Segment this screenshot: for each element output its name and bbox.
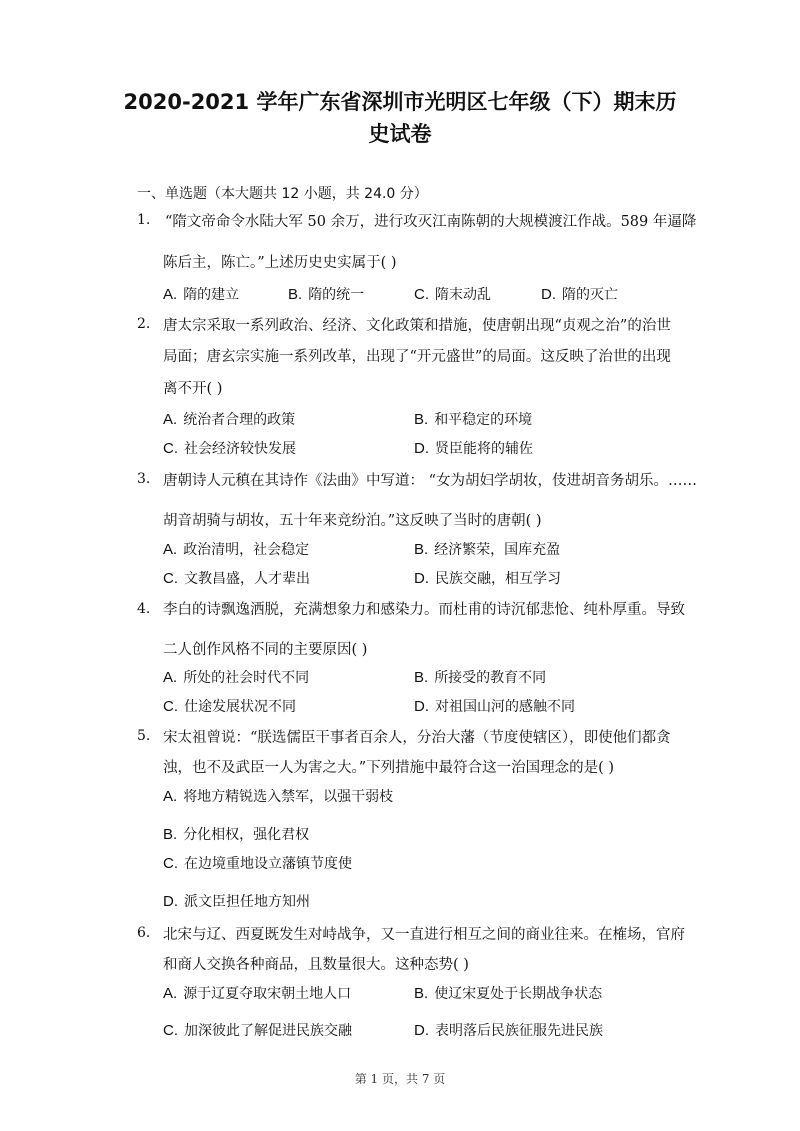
question-5-line-1: 宋太祖曾说：“朕选儒臣干事者百余人，分治大藩（节度使辖区），即使他们都贪 (163, 730, 671, 746)
question-3-line-2: 胡音胡骑与胡妆，五十年来竞纷泊。”这反映了当时的唐朝( ) (163, 513, 542, 529)
question-6-option-c[interactable]: C. 加深彼此了解促进民族交融 (163, 1022, 352, 1039)
question-1-option-c[interactable]: C. 隋末动乱 (414, 286, 491, 303)
question-2-option-a[interactable]: A. 统治者合理的政策 (163, 411, 296, 428)
question-4-option-b[interactable]: B. 所接受的教育不同 (414, 669, 547, 686)
question-3-option-c[interactable]: C. 文教昌盛，人才辈出 (163, 570, 310, 587)
question-4-number: 4. (137, 601, 151, 617)
question-3-option-a[interactable]: A. 政治清明，社会稳定 (163, 541, 310, 558)
document-title-line-1: 2020-2021 学年广东省深圳市光明区七年级（下）期末历 (123, 90, 677, 114)
page-footer: 第 1 页，共 7 页 (354, 1072, 446, 1086)
question-4-line-1: 李白的诗飘逸洒脱，充满想象力和感染力。而杜甫的诗沉郁悲怆、纯朴厚重。导致 (163, 602, 685, 618)
question-6-option-a[interactable]: A. 源于辽夏夺取宋朝土地人口 (163, 985, 352, 1002)
question-5-number: 5. (137, 728, 151, 744)
question-1-option-b[interactable]: B. 隋的统一 (288, 286, 365, 303)
question-1-number: 1. (137, 212, 151, 228)
question-5-option-a[interactable]: A. 将地方精锐选入禁军，以强干弱枝 (163, 788, 394, 805)
question-5-line-2: 浊，也不及武臣一人为害之大。”下列措施中最符合这一治国理念的是( ) (163, 760, 615, 776)
question-1-line-1: “隋文帝命令水陆大军 50 余万，进行攻灭江南陈朝的大规模渡江作战。589 年逼降 (165, 214, 697, 230)
question-2-option-c[interactable]: C. 社会经济较快发展 (163, 440, 296, 457)
question-6-option-b[interactable]: B. 使辽宋夏处于长期战争状态 (414, 985, 603, 1002)
question-2-line-3: 离不开( ) (163, 381, 223, 397)
question-4-line-2: 二人创作风格不同的主要原因( ) (163, 642, 368, 658)
question-1-option-a[interactable]: A. 隋的建立 (163, 286, 240, 303)
question-2-line-2: 局面；唐玄宗实施一系列改革，出现了“开元盛世”的局面。这反映了治世的出现 (163, 349, 671, 365)
question-1-line-2: 陈后主，陈亡。”上述历史史实属于( ) (163, 255, 397, 271)
question-6-line-2: 和商人交换各种商品，且数量很大。这种态势( ) (163, 957, 469, 973)
question-4-option-c[interactable]: C. 仕途发展状况不同 (163, 698, 296, 715)
question-3-line-1: 唐朝诗人元稹在其诗作《法曲》中写道： “女为胡妇学胡妆，伎进胡音务胡乐。…… (163, 473, 698, 489)
question-3-number: 3. (137, 471, 151, 487)
question-5-option-b[interactable]: B. 分化相权，强化君权 (163, 826, 310, 843)
question-3-option-b[interactable]: B. 经济繁荣，国库充盈 (414, 541, 561, 558)
question-2-number: 2. (137, 316, 151, 332)
section-heading: 一、单选题（本大题共 12 小题，共 24.0 分） (137, 186, 428, 202)
document-title-line-2: 史试卷 (368, 122, 432, 146)
question-5-option-c[interactable]: C. 在边境重地设立藩镇节度使 (163, 855, 352, 872)
question-3-option-d[interactable]: D. 民族交融，相互学习 (414, 570, 561, 587)
question-5-option-d[interactable]: D. 派文臣担任地方知州 (163, 893, 310, 910)
question-6-line-1: 北宋与辽、西夏既发生对峙战争，又一直进行相互之间的商业往来。在榷场，官府 (163, 927, 685, 943)
question-6-number: 6. (137, 925, 151, 941)
question-4-option-d[interactable]: D. 对祖国山河的感触不同 (414, 698, 575, 715)
question-2-option-d[interactable]: D. 贤臣能将的辅佐 (414, 440, 533, 457)
question-2-option-b[interactable]: B. 和平稳定的环境 (414, 411, 533, 428)
question-1-option-d[interactable]: D. 隋的灭亡 (541, 286, 618, 303)
question-4-option-a[interactable]: A. 所处的社会时代不同 (163, 669, 310, 686)
question-2-line-1: 唐太宗采取一系列政治、经济、文化政策和措施，使唐朝出现“贞观之治”的治世 (163, 318, 671, 334)
question-6-option-d[interactable]: D. 表明落后民族征服先进民族 (414, 1022, 603, 1039)
